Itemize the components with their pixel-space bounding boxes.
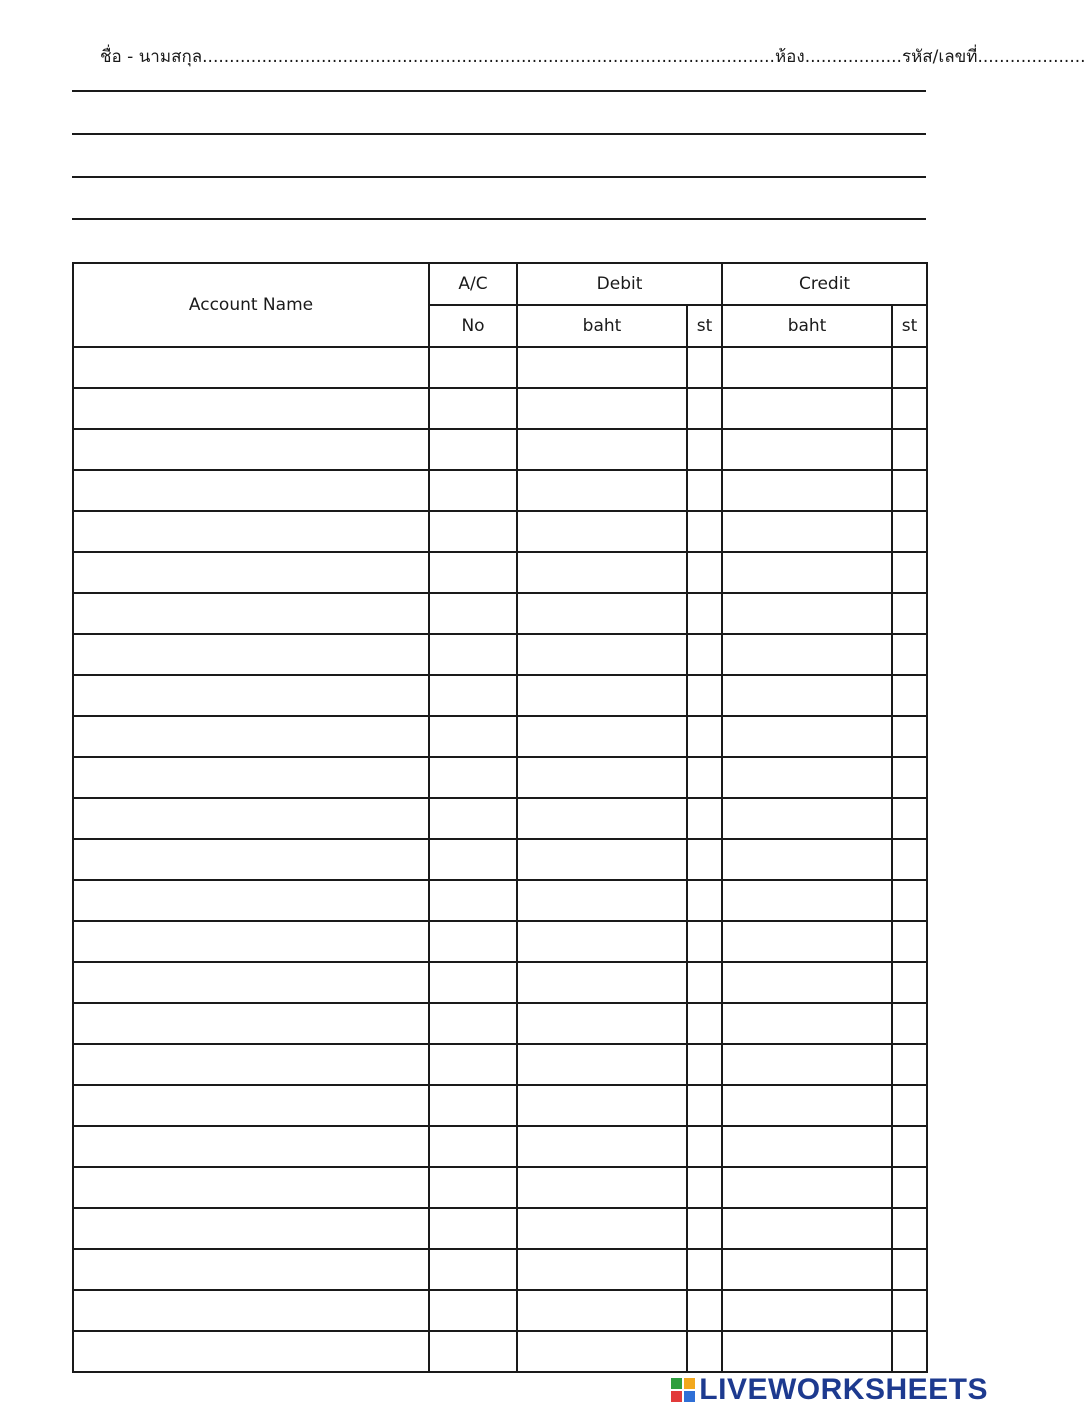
table-row: [73, 347, 927, 388]
logo-squares-icon: [671, 1378, 695, 1402]
account-name-cell[interactable]: [73, 757, 429, 798]
account-name-cell[interactable]: [73, 1167, 429, 1208]
credit-st-cell[interactable]: [892, 1126, 927, 1167]
table-row: [73, 757, 927, 798]
debit-baht-cell[interactable]: [517, 675, 687, 716]
credit-st-cell[interactable]: [892, 1249, 927, 1290]
header-credit-st: st: [892, 305, 927, 347]
debit-st-cell[interactable]: [687, 1290, 722, 1331]
credit-baht-cell[interactable]: [722, 511, 892, 552]
table-row: [73, 1003, 927, 1044]
credit-st-cell[interactable]: [892, 1085, 927, 1126]
account-name-cell[interactable]: [73, 880, 429, 921]
table-row: [73, 675, 927, 716]
brand-name: LIVEWORKSHEETS: [699, 1373, 988, 1406]
credit-baht-cell[interactable]: [722, 1126, 892, 1167]
ac-no-cell[interactable]: [429, 470, 517, 511]
credit-baht-cell[interactable]: [722, 552, 892, 593]
table-row: [73, 1208, 927, 1249]
debit-baht-cell[interactable]: [517, 1208, 687, 1249]
debit-baht-cell[interactable]: [517, 1003, 687, 1044]
debit-baht-cell[interactable]: [517, 470, 687, 511]
table-row: [73, 1290, 927, 1331]
credit-baht-cell[interactable]: [722, 757, 892, 798]
debit-baht-cell[interactable]: [517, 593, 687, 634]
credit-baht-cell[interactable]: [722, 880, 892, 921]
credit-st-cell[interactable]: [892, 839, 927, 880]
credit-baht-cell[interactable]: [722, 429, 892, 470]
credit-baht-cell[interactable]: [722, 1044, 892, 1085]
account-name-cell[interactable]: [73, 1085, 429, 1126]
credit-baht-cell[interactable]: [722, 1167, 892, 1208]
ac-no-cell[interactable]: [429, 1208, 517, 1249]
debit-st-cell[interactable]: [687, 921, 722, 962]
credit-st-cell[interactable]: [892, 757, 927, 798]
table-row: [73, 1331, 927, 1372]
debit-st-cell[interactable]: [687, 1208, 722, 1249]
ac-no-cell[interactable]: [429, 593, 517, 634]
credit-st-cell[interactable]: [892, 470, 927, 511]
table-row: [73, 962, 927, 1003]
account-name-cell[interactable]: [73, 470, 429, 511]
credit-baht-cell[interactable]: [722, 347, 892, 388]
ac-no-cell[interactable]: [429, 716, 517, 757]
credit-st-cell[interactable]: [892, 429, 927, 470]
debit-baht-cell[interactable]: [517, 1044, 687, 1085]
table-row: [73, 470, 927, 511]
ac-no-cell[interactable]: [429, 388, 517, 429]
account-name-cell[interactable]: [73, 1126, 429, 1167]
debit-baht-cell[interactable]: [517, 1331, 687, 1372]
debit-baht-cell[interactable]: [517, 839, 687, 880]
debit-st-cell[interactable]: [687, 1044, 722, 1085]
debit-st-cell[interactable]: [687, 429, 722, 470]
header-debit: Debit: [517, 263, 722, 305]
debit-st-cell[interactable]: [687, 552, 722, 593]
name-field[interactable]: ..........................................................................................................: [202, 47, 775, 67]
credit-st-cell[interactable]: [892, 1003, 927, 1044]
table-row: [73, 1044, 927, 1085]
credit-st-cell[interactable]: [892, 962, 927, 1003]
debit-baht-cell[interactable]: [517, 798, 687, 839]
table-row: [73, 593, 927, 634]
student-info-line: [100, 42, 1086, 72]
ac-no-cell[interactable]: [429, 921, 517, 962]
ac-no-cell[interactable]: [429, 552, 517, 593]
table-row: [73, 1085, 927, 1126]
credit-baht-cell[interactable]: [722, 798, 892, 839]
credit-baht-cell[interactable]: [722, 962, 892, 1003]
credit-st-cell[interactable]: [892, 593, 927, 634]
table-row: [73, 880, 927, 921]
debit-st-cell[interactable]: [687, 388, 722, 429]
account-name-cell[interactable]: [73, 1331, 429, 1372]
debit-st-cell[interactable]: [687, 1126, 722, 1167]
debit-baht-cell[interactable]: [517, 347, 687, 388]
room-field[interactable]: ..................: [804, 47, 902, 67]
ac-no-cell[interactable]: [429, 511, 517, 552]
ac-no-cell[interactable]: [429, 347, 517, 388]
account-name-cell[interactable]: [73, 962, 429, 1003]
writing-line-2[interactable]: [72, 133, 926, 135]
debit-st-cell[interactable]: [687, 634, 722, 675]
header-ac: A/C: [429, 263, 517, 305]
header-credit: Credit: [722, 263, 927, 305]
account-name-cell[interactable]: [73, 1003, 429, 1044]
debit-baht-cell[interactable]: [517, 1249, 687, 1290]
credit-baht-cell[interactable]: [722, 1290, 892, 1331]
credit-st-cell[interactable]: [892, 880, 927, 921]
account-name-cell[interactable]: [73, 347, 429, 388]
student-id-field[interactable]: ....................: [977, 47, 1086, 67]
debit-st-cell[interactable]: [687, 470, 722, 511]
credit-baht-cell[interactable]: [722, 388, 892, 429]
account-name-cell[interactable]: [73, 716, 429, 757]
account-name-cell[interactable]: [73, 388, 429, 429]
journal-body: [73, 347, 927, 1372]
writing-line-3[interactable]: [72, 176, 926, 178]
credit-baht-cell[interactable]: [722, 470, 892, 511]
ac-no-cell[interactable]: [429, 429, 517, 470]
credit-st-cell[interactable]: [892, 716, 927, 757]
ac-no-cell[interactable]: [429, 839, 517, 880]
debit-baht-cell[interactable]: [517, 552, 687, 593]
debit-baht-cell[interactable]: [517, 1290, 687, 1331]
table-row: [73, 921, 927, 962]
debit-baht-cell[interactable]: [517, 634, 687, 675]
account-name-cell[interactable]: [73, 1208, 429, 1249]
table-row: [73, 716, 927, 757]
header-no: No: [429, 305, 517, 347]
credit-st-cell[interactable]: [892, 675, 927, 716]
account-name-cell[interactable]: [73, 593, 429, 634]
name-label: ชื่อ - นามสกุล: [100, 47, 203, 67]
header-account-name: Account Name: [73, 263, 429, 347]
debit-st-cell[interactable]: [687, 511, 722, 552]
credit-st-cell[interactable]: [892, 388, 927, 429]
debit-baht-cell[interactable]: [517, 716, 687, 757]
ac-no-cell[interactable]: [429, 757, 517, 798]
credit-st-cell[interactable]: [892, 1208, 927, 1249]
ac-no-cell[interactable]: [429, 1331, 517, 1372]
credit-st-cell[interactable]: [892, 1044, 927, 1085]
account-name-cell[interactable]: [73, 675, 429, 716]
liveworksheets-logo: [671, 1374, 988, 1406]
table-row: [73, 1249, 927, 1290]
debit-baht-cell[interactable]: [517, 388, 687, 429]
table-row: [73, 429, 927, 470]
account-name-cell[interactable]: [73, 798, 429, 839]
ac-no-cell[interactable]: [429, 798, 517, 839]
account-name-cell[interactable]: [73, 1249, 429, 1290]
ac-no-cell[interactable]: [429, 1249, 517, 1290]
credit-st-cell[interactable]: [892, 511, 927, 552]
credit-st-cell[interactable]: [892, 347, 927, 388]
credit-baht-cell[interactable]: [722, 1003, 892, 1044]
account-name-cell[interactable]: [73, 511, 429, 552]
debit-baht-cell[interactable]: [517, 1085, 687, 1126]
credit-baht-cell[interactable]: [722, 1208, 892, 1249]
table-row: [73, 1167, 927, 1208]
ac-no-cell[interactable]: [429, 675, 517, 716]
debit-baht-cell[interactable]: [517, 1126, 687, 1167]
credit-st-cell[interactable]: [892, 1167, 927, 1208]
debit-st-cell[interactable]: [687, 962, 722, 1003]
debit-st-cell[interactable]: [687, 347, 722, 388]
debit-st-cell[interactable]: [687, 716, 722, 757]
table-row: [73, 798, 927, 839]
credit-baht-cell[interactable]: [722, 921, 892, 962]
debit-baht-cell[interactable]: [517, 921, 687, 962]
writing-line-4[interactable]: [72, 218, 926, 220]
credit-baht-cell[interactable]: [722, 716, 892, 757]
account-name-cell[interactable]: [73, 1290, 429, 1331]
header-debit-st: st: [687, 305, 722, 347]
debit-baht-cell[interactable]: [517, 962, 687, 1003]
ac-no-cell[interactable]: [429, 1085, 517, 1126]
credit-baht-cell[interactable]: [722, 1331, 892, 1372]
ac-no-cell[interactable]: [429, 880, 517, 921]
table-row: [73, 552, 927, 593]
account-name-cell[interactable]: [73, 921, 429, 962]
table-row: [73, 839, 927, 880]
table-row: [73, 388, 927, 429]
credit-st-cell[interactable]: [892, 634, 927, 675]
credit-baht-cell[interactable]: [722, 839, 892, 880]
debit-st-cell[interactable]: [687, 675, 722, 716]
credit-st-cell[interactable]: [892, 1331, 927, 1372]
credit-baht-cell[interactable]: [722, 593, 892, 634]
table-row: [73, 511, 927, 552]
ac-no-cell[interactable]: [429, 962, 517, 1003]
debit-baht-cell[interactable]: [517, 511, 687, 552]
account-name-cell[interactable]: [73, 552, 429, 593]
account-name-cell[interactable]: [73, 429, 429, 470]
writing-line-1[interactable]: [72, 90, 926, 92]
ac-no-cell[interactable]: [429, 1003, 517, 1044]
header-debit-baht: baht: [517, 305, 687, 347]
debit-st-cell[interactable]: [687, 593, 722, 634]
credit-baht-cell[interactable]: [722, 634, 892, 675]
ac-no-cell[interactable]: [429, 1044, 517, 1085]
credit-st-cell[interactable]: [892, 798, 927, 839]
account-name-cell[interactable]: [73, 634, 429, 675]
ac-no-cell[interactable]: [429, 634, 517, 675]
account-name-cell[interactable]: [73, 1044, 429, 1085]
debit-st-cell[interactable]: [687, 1003, 722, 1044]
credit-baht-cell[interactable]: [722, 675, 892, 716]
debit-st-cell[interactable]: [687, 1167, 722, 1208]
ac-no-cell[interactable]: [429, 1167, 517, 1208]
credit-st-cell[interactable]: [892, 921, 927, 962]
credit-baht-cell[interactable]: [722, 1085, 892, 1126]
credit-baht-cell[interactable]: [722, 1249, 892, 1290]
debit-st-cell[interactable]: [687, 757, 722, 798]
debit-baht-cell[interactable]: [517, 880, 687, 921]
debit-baht-cell[interactable]: [517, 1167, 687, 1208]
table-row: [73, 1126, 927, 1167]
debit-st-cell[interactable]: [687, 1249, 722, 1290]
debit-st-cell[interactable]: [687, 1331, 722, 1372]
debit-st-cell[interactable]: [687, 880, 722, 921]
ac-no-cell[interactable]: [429, 1126, 517, 1167]
debit-st-cell[interactable]: [687, 839, 722, 880]
debit-baht-cell[interactable]: [517, 429, 687, 470]
account-name-cell[interactable]: [73, 839, 429, 880]
ac-no-cell[interactable]: [429, 1290, 517, 1331]
table-row: [73, 634, 927, 675]
debit-st-cell[interactable]: [687, 798, 722, 839]
debit-st-cell[interactable]: [687, 1085, 722, 1126]
journal-table: [72, 262, 928, 1373]
header-credit-baht: baht: [722, 305, 892, 347]
room-label: ห้อง: [774, 47, 805, 67]
student-id-label: รหัส/เลขที่: [901, 47, 978, 67]
debit-baht-cell[interactable]: [517, 757, 687, 798]
credit-st-cell[interactable]: [892, 1290, 927, 1331]
credit-st-cell[interactable]: [892, 552, 927, 593]
